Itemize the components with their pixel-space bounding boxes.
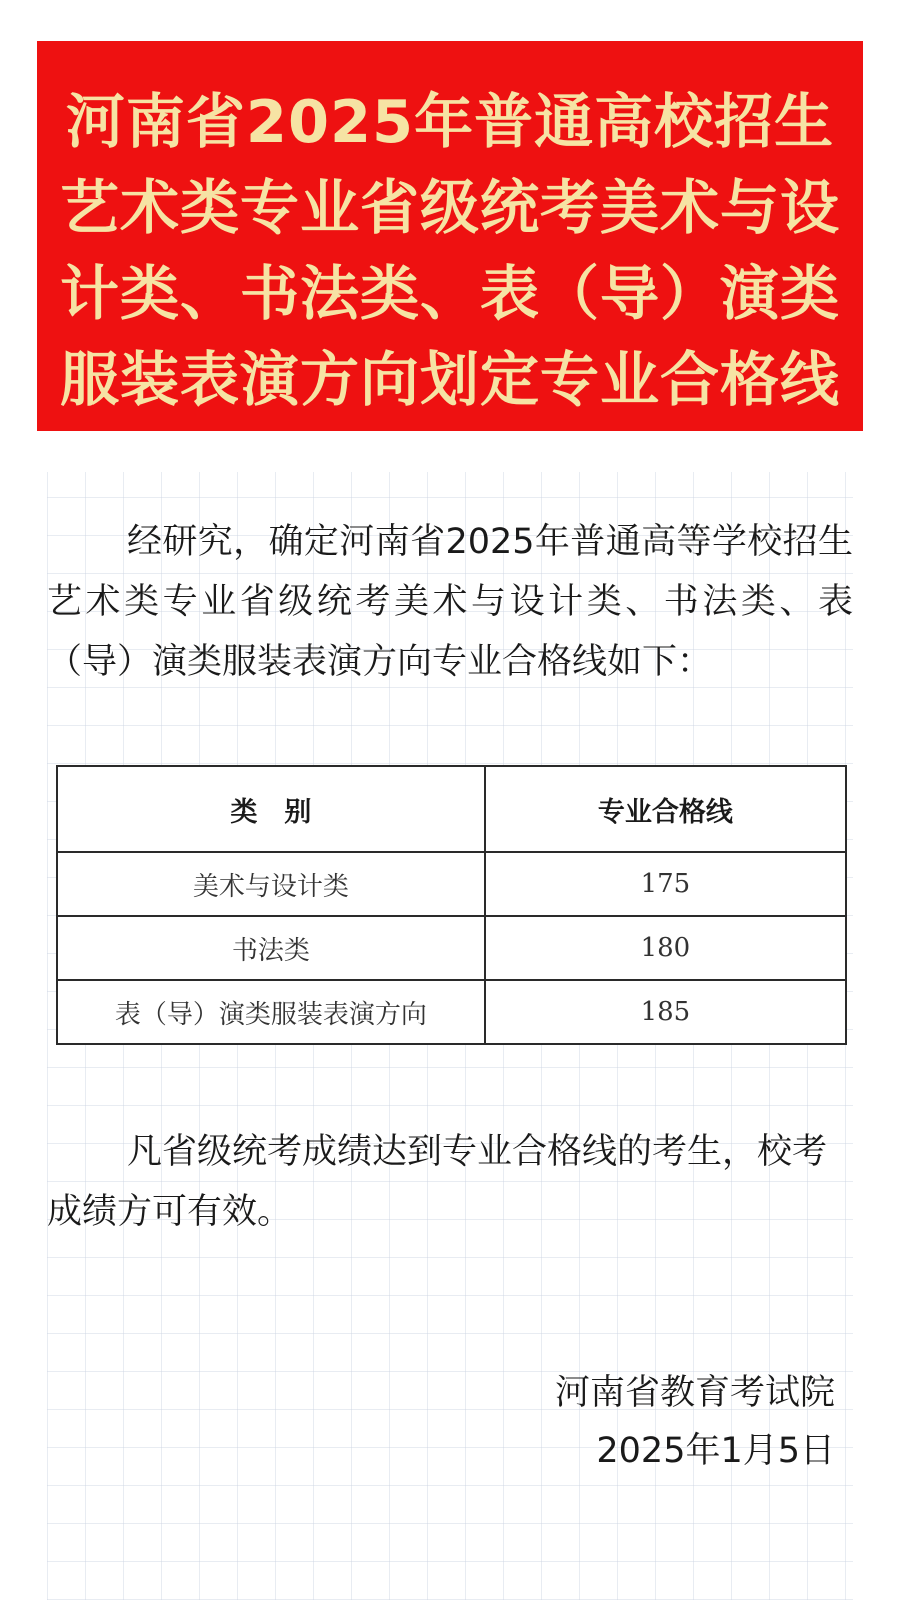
- passing-score-table: [56, 765, 847, 1045]
- category-cell: 书法类: [57, 916, 485, 980]
- table-row: [57, 980, 846, 1044]
- category-cell: 美术与设计类: [57, 852, 485, 916]
- issue-date: 2025年1月5日: [596, 1431, 835, 1471]
- score-cell: 185: [485, 980, 846, 1044]
- notice-body: [47, 472, 853, 1600]
- table-row: [57, 916, 846, 980]
- title-banner: [37, 41, 863, 431]
- page-title: 河南省2025年普通高校招生艺术类专业省级统考美术与设计类、书法类、表（导）演类服装表演方向划定专业合格线: [59, 87, 840, 414]
- header-category: 类 别: [57, 766, 485, 852]
- category-cell: 表（导）演类服装表演方向: [57, 980, 485, 1044]
- closing-paragraph: 凡省级统考成绩达到专业合格线的考生，校考成绩方可有效。: [47, 1132, 828, 1232]
- intro-paragraph: 经研究，确定河南省2025年普通高等学校招生艺术类专业省级统考美术与设计类、书法类、表（导）演类服装表演方向专业合格线如下：: [47, 522, 853, 682]
- table-header-row: [57, 766, 846, 852]
- table-row: [57, 852, 846, 916]
- score-cell: 180: [485, 916, 846, 980]
- issuer-name: 河南省教育考试院: [554, 1373, 835, 1413]
- header-passing-score: 专业合格线: [485, 766, 846, 852]
- score-cell: 175: [485, 852, 846, 916]
- signoff-block: [555, 1364, 835, 1480]
